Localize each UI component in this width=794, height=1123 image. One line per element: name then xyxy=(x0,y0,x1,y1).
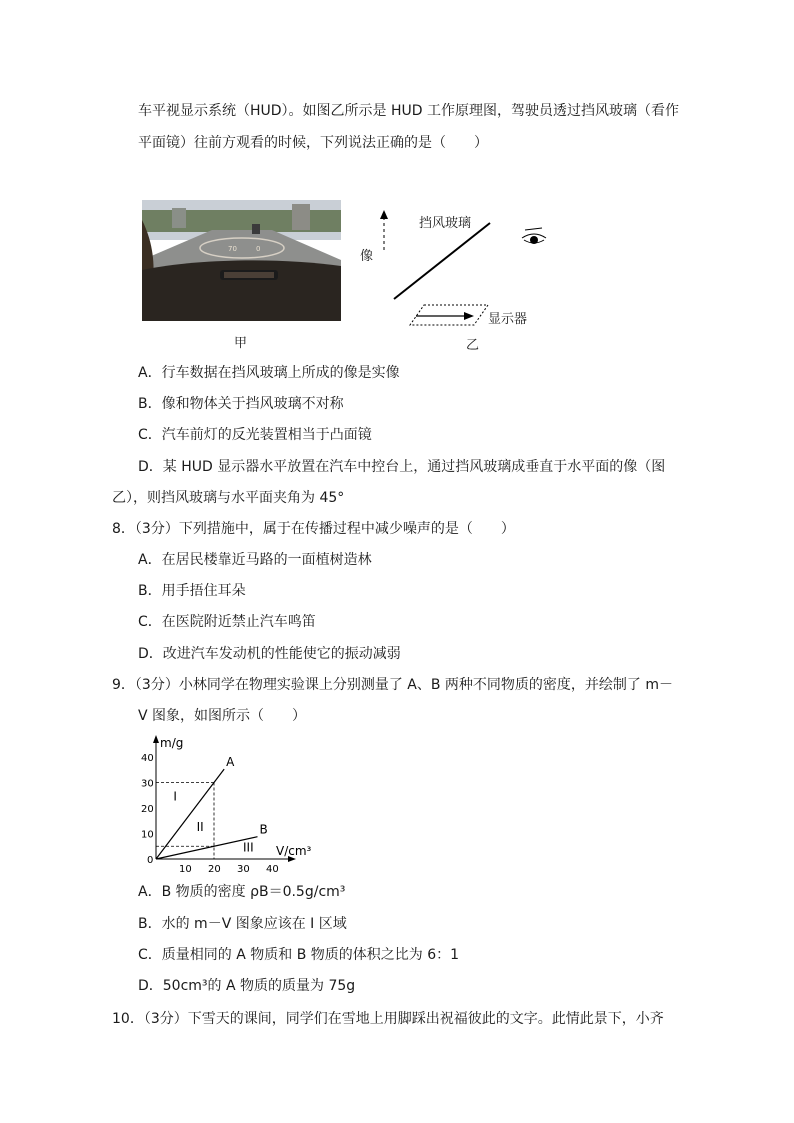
label-image: 像 xyxy=(360,249,374,264)
q9-stem-line-2: V 图象，如图所示（ ） xyxy=(138,708,307,724)
q10-stem-line-1: 10．（3分）下雪天的课间，同学们在雪地上用脚踩出祝福彼此的文字。此情此景下，小齐 xyxy=(112,1011,664,1027)
label-windshield: 挡风玻璃 xyxy=(419,216,472,231)
region-label-1: I xyxy=(173,789,177,804)
x-tick-label: 40 xyxy=(266,864,279,875)
q8-option-d: D．改进汽车发动机的性能使它的振动减弱 xyxy=(138,646,401,662)
q9-option-b: B．水的 m－V 图象应该在 I 区域 xyxy=(138,916,347,932)
y-tick-label: 30 xyxy=(141,778,154,790)
y-axis-label: m/g xyxy=(160,736,184,750)
q7-option-d-line-2: 乙），则挡风玻璃与水平面夹角为 45° xyxy=(112,490,345,506)
x-tick-label: 10 xyxy=(179,864,192,875)
y-tick-label: 10 xyxy=(141,829,154,841)
photo-caption: 甲 xyxy=(234,336,248,351)
x-tick-label: 30 xyxy=(237,864,250,875)
q7-intro-line-2: 平面镜）往前方观看的时候，下列说法正确的是（ ） xyxy=(138,135,488,151)
series-label-a: A xyxy=(226,755,235,770)
y-axis-arrow xyxy=(153,735,159,743)
label-display: 显示器 xyxy=(488,312,528,327)
q7-option-b: B．像和物体关于挡风玻璃不对称 xyxy=(138,396,344,412)
q8-option-c: C．在医院附近禁止汽车鸣笛 xyxy=(138,614,316,630)
x-tick-label: 20 xyxy=(208,864,221,875)
q9-option-a: A．B 物质的密度 ρB＝0.5g/cm³ xyxy=(138,884,346,900)
region-label-3: III xyxy=(243,840,254,855)
svg-text:0: 0 xyxy=(256,245,261,253)
hud-photo xyxy=(142,200,341,321)
q8-option-a: A．在居民楼靠近马路的一面植树造林 xyxy=(138,552,372,568)
mv-chart-svg xyxy=(120,728,330,878)
mv-chart xyxy=(120,728,330,878)
q7-option-a: A．行车数据在挡风玻璃上所成的像是实像 xyxy=(138,365,400,381)
q7-option-d-line-1: D．某 HUD 显示器水平放置在汽车中控台上，通过挡风玻璃成垂直于水平面的像（图 xyxy=(138,459,666,475)
y-tick-label: 20 xyxy=(141,804,154,815)
q7-intro-line-1: 车平视显示系统（HUD）。如图乙所示是 HUD 工作原理图，驾驶员透过挡风玻璃（看作 xyxy=(138,103,680,119)
y-tick-label: 0 xyxy=(147,855,154,866)
diagram-caption: 乙 xyxy=(466,338,480,353)
q9-stem-line-1: 9．（3分）小林同学在物理实验课上分别测量了 A、B 两种不同物质的密度，并绘制了 m－ xyxy=(112,677,673,693)
region-label-2: II xyxy=(196,819,204,834)
series-label-b: B xyxy=(259,822,268,837)
q8-option-b: B．用手捂住耳朵 xyxy=(138,583,246,599)
q9-option-c: C．质量相同的 A 物质和 B 物质的体积之比为 6：1 xyxy=(138,947,460,963)
svg-text:70: 70 xyxy=(228,245,237,253)
q8-stem: 8．（3分）下列措施中，属于在传播过程中减少噪声的是（ ） xyxy=(112,521,515,537)
y-tick-label: 40 xyxy=(141,753,154,764)
x-axis-label: V/cm³ xyxy=(276,844,312,858)
q9-option-d: D．50cm³的 A 物质的质量为 75g xyxy=(138,978,356,994)
q7-option-c: C．汽车前灯的反光装置相当于凸面镜 xyxy=(138,427,372,443)
